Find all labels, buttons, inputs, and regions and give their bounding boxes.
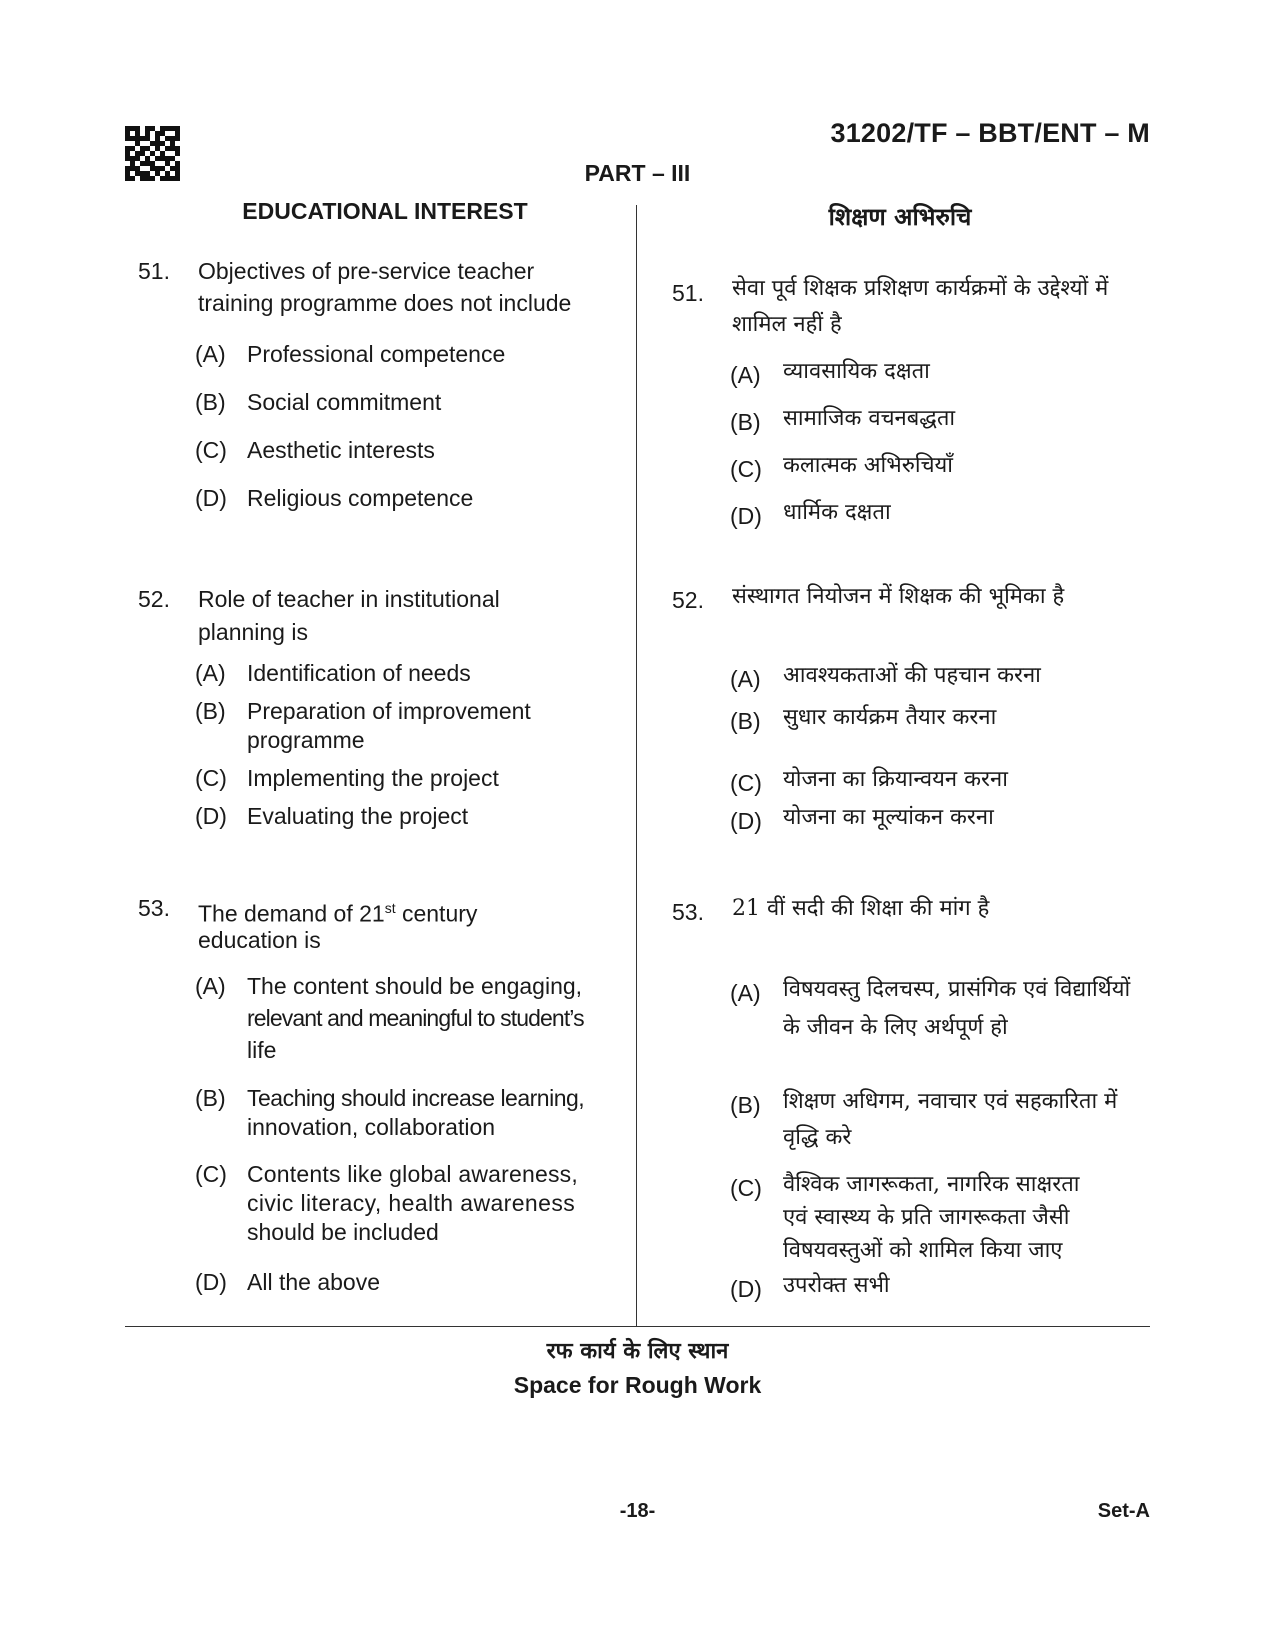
option-label: (D) bbox=[730, 503, 762, 529]
option-label: (A) bbox=[195, 341, 226, 367]
option-label: (B) bbox=[730, 1092, 761, 1118]
option-label: (D) bbox=[730, 1276, 762, 1302]
option-text: Religious competence bbox=[247, 485, 474, 511]
option-text: सुधार कार्यक्रम तैयार करना bbox=[783, 705, 997, 730]
question-number: 53. bbox=[138, 895, 170, 921]
option-text: life bbox=[247, 1037, 277, 1063]
option-text: Contents like global awareness, bbox=[247, 1161, 578, 1187]
option-text: एवं स्वास्थ्य के प्रति जागरूकता जैसी bbox=[783, 1205, 1070, 1230]
option-label: (C) bbox=[195, 765, 227, 791]
rough-work-divider bbox=[125, 1326, 1150, 1327]
option-text: वृद्धि करे bbox=[783, 1125, 852, 1150]
option-text: Preparation of improvement bbox=[247, 698, 531, 724]
option-text: के जीवन के लिए अर्थपूर्ण हो bbox=[783, 1015, 1008, 1040]
option-label: (D) bbox=[195, 1269, 227, 1295]
page-number: -18- bbox=[619, 1500, 656, 1522]
option-label: (A) bbox=[730, 362, 761, 388]
set-label: Set-A bbox=[1097, 1500, 1150, 1522]
option-label: (B) bbox=[195, 1085, 226, 1111]
option-label: (B) bbox=[195, 389, 226, 415]
superscript: st bbox=[384, 900, 396, 916]
option-label: (B) bbox=[195, 698, 226, 724]
option-text: civic literacy, health awareness bbox=[247, 1190, 576, 1216]
section-title-en: EDUCATIONAL INTEREST bbox=[242, 198, 528, 224]
option-label: (C) bbox=[730, 770, 762, 796]
question-stem-line: The demand of 21st century bbox=[198, 900, 478, 927]
option-text: relevant and meaningful to student’s bbox=[247, 1005, 584, 1031]
option-label: (A) bbox=[195, 973, 226, 999]
question-stem-line: संस्थागत नियोजन में शिक्षक की भूमिका है bbox=[732, 584, 1065, 609]
question-number: 53. bbox=[672, 899, 704, 925]
option-label: (D) bbox=[730, 808, 762, 834]
option-text: Professional competence bbox=[247, 341, 506, 367]
option-text: Aesthetic interests bbox=[247, 437, 435, 463]
rough-work-label-en: Space for Rough Work bbox=[513, 1372, 762, 1398]
option-text: धार्मिक दक्षता bbox=[783, 500, 891, 525]
option-label: (B) bbox=[730, 409, 761, 435]
question-stem-line: planning is bbox=[198, 619, 308, 645]
option-text: Social commitment bbox=[247, 389, 442, 415]
option-text: शिक्षण अधिगम, नवाचार एवं सहकारिता में bbox=[783, 1089, 1118, 1114]
option-text: योजना का क्रियान्वयन करना bbox=[783, 767, 1008, 792]
option-label: (C) bbox=[730, 456, 762, 482]
question-number: 52. bbox=[672, 587, 704, 613]
option-text: Evaluating the project bbox=[247, 803, 469, 829]
option-text: व्यावसायिक दक्षता bbox=[783, 359, 930, 384]
option-text: should be included bbox=[247, 1219, 439, 1245]
option-text: विषयवस्तुओं को शामिल किया जाए bbox=[783, 1238, 1063, 1263]
option-text: innovation, collaboration bbox=[247, 1114, 496, 1140]
option-text: सामाजिक वचनबद्धता bbox=[783, 406, 956, 431]
question-number: 51. bbox=[672, 280, 704, 306]
option-label: (A) bbox=[730, 666, 761, 692]
option-text: programme bbox=[247, 727, 365, 753]
option-text: Implementing the project bbox=[247, 765, 499, 791]
option-text: कलात्मक अभिरुचियाँ bbox=[783, 453, 953, 478]
option-text: All the above bbox=[247, 1269, 380, 1295]
option-label: (D) bbox=[195, 485, 227, 511]
option-text: वैश्विक जागरूकता, नागरिक साक्षरता bbox=[783, 1172, 1080, 1197]
question-stem-line: 21 वीं सदी की शिक्षा की मांग है bbox=[732, 896, 990, 921]
option-text: Identification of needs bbox=[247, 660, 471, 686]
question-number: 51. bbox=[138, 258, 170, 284]
option-label: (D) bbox=[195, 803, 227, 829]
question-stem-line: सेवा पूर्व शिक्षक प्रशिक्षण कार्यक्रमों के उद्देश्यों में bbox=[732, 276, 1109, 301]
question-stem-line: शामिल नहीं है bbox=[732, 312, 842, 337]
question-stem-line: Objectives of pre-service teacher bbox=[198, 258, 535, 284]
column-divider bbox=[636, 205, 637, 1327]
section-title-hi: शिक्षण अभिरुचि bbox=[828, 202, 972, 231]
question-stem-line: Role of teacher in institutional bbox=[198, 586, 500, 612]
question-number: 52. bbox=[138, 586, 170, 612]
option-text: योजना का मूल्यांकन करना bbox=[783, 805, 994, 830]
part-heading: PART – III bbox=[584, 160, 691, 186]
option-text: उपरोक्त सभी bbox=[783, 1273, 890, 1298]
option-label: (A) bbox=[195, 660, 226, 686]
question-stem-line: education is bbox=[198, 927, 321, 953]
rough-work-label-hi: रफ कार्य के लिए स्थान bbox=[546, 1338, 729, 1364]
question-stem-line: training programme does not include bbox=[198, 290, 572, 316]
option-label: (C) bbox=[195, 1161, 227, 1187]
option-label: (A) bbox=[730, 980, 761, 1006]
option-label: (C) bbox=[195, 437, 227, 463]
option-label: (B) bbox=[730, 708, 761, 734]
option-text: आवश्यकताओं की पहचान करना bbox=[783, 663, 1041, 688]
option-label: (C) bbox=[730, 1175, 762, 1201]
option-text: Teaching should increase learning, bbox=[247, 1085, 585, 1111]
paper-code: 31202/TF – BBT/ENT – M bbox=[830, 118, 1150, 148]
option-text: विषयवस्तु दिलचस्प, प्रासंगिक एवं विद्यार्थियों bbox=[783, 977, 1131, 1002]
option-text: The content should be engaging, bbox=[247, 973, 583, 999]
